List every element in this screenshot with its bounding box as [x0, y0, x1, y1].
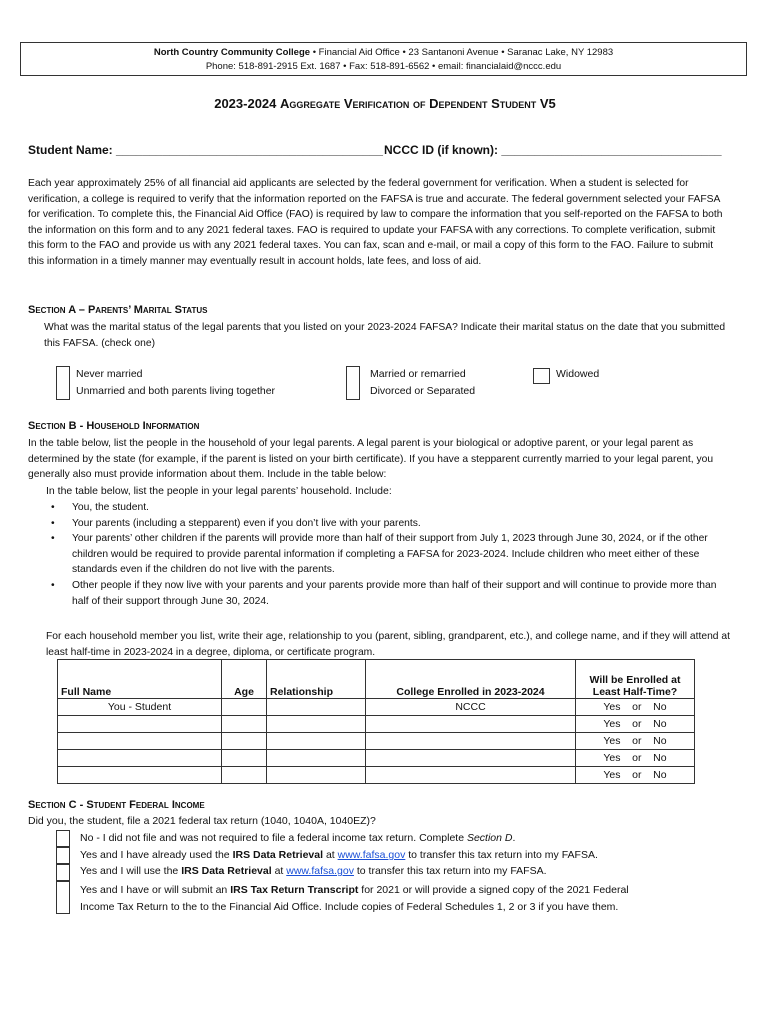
column-header: Will be Enrolled at Least Half-Time?: [576, 660, 695, 699]
section-a-question: What was the marital status of the legal parents that you listed on your 2023-2024 FAFSA? Indicate their marital status on the date that you submitted this FAFSA. (check one): [44, 322, 726, 349]
marital-checkbox-widowed[interactable]: [533, 368, 550, 384]
option-divorced: Divorced or Separated: [370, 385, 476, 397]
fafsa-link[interactable]: www.fafsa.gov: [286, 865, 354, 877]
tax-option-no-file: No - I did not file and was not required to file a federal income tax return. Complete Section D.: [80, 832, 516, 844]
cell-enrolled[interactable]: Yes or No: [576, 699, 695, 716]
college-name: North Country Community College: [153, 47, 311, 58]
table-row: [58, 767, 695, 784]
nccc-id-field[interactable]: NCCC ID (if known): _________________________________: [384, 143, 722, 157]
table-row: [58, 699, 695, 716]
contact-info: Phone: 518-891-2915 Ext. 1687 • Fax: 518-891-6562 • email: financialaid@nccc.edu: [205, 61, 562, 72]
cell-enrolled[interactable]: Yes or No: [576, 733, 695, 750]
list-item: • Other people if they now live with your parents and your parents provide more than half of their support and will continue to provide more than half of their support through June 30, 2024.: [46, 578, 726, 609]
cell-college[interactable]: [366, 767, 576, 784]
section-b-heading: Section B - Household Information: [28, 420, 200, 432]
form-title: 2023-2024 Aggregate Verification of Dependent Student V5: [214, 96, 556, 111]
column-header: Full Name: [58, 660, 222, 699]
section-c-heading: Section C - Student Federal Income: [28, 799, 205, 811]
tax-checkbox-already-used-drt[interactable]: [56, 847, 70, 864]
section-b-paragraph: In the table below, list the people in the household of your legal parents. A legal parent is your biological or adoptive parent, or your legal parent as determined by the state (for example, if the parent is listed on your birth certificate). If you have a stepparent currently married to your legal parent, you generally also must provide information about them. Include in the table below:: [28, 438, 714, 481]
column-header: College Enrolled in 2023-2024: [366, 660, 576, 699]
option-widowed: Widowed: [556, 368, 600, 380]
cell-college[interactable]: [366, 750, 576, 767]
cell-relationship[interactable]: [267, 733, 366, 750]
cell-enrolled[interactable]: Yes or No: [576, 767, 695, 784]
list-item: • You, the student.: [46, 500, 726, 516]
cell-name[interactable]: You - Student: [58, 699, 222, 716]
column-header: Age: [222, 660, 267, 699]
household-table: [57, 659, 695, 784]
cell-age[interactable]: [222, 767, 267, 784]
household-criteria-list: [46, 500, 726, 609]
section-c-question: Did you, the student, file a 2021 federal tax return (1040, 1040A, 1040EZ)?: [28, 815, 376, 827]
option-unmarried-together: Unmarried and both parents living together: [76, 385, 276, 397]
section-a-heading: Section A – Parents’ Marital Status: [28, 304, 208, 316]
tax-checkbox-no-file[interactable]: [56, 830, 70, 847]
tax-option-already-used-drt: Yes and I have already used the IRS Data Retrieval at www.fafsa.gov to transfer this tax return into my FAFSA.: [80, 849, 598, 861]
cell-age[interactable]: [222, 750, 267, 767]
cell-name[interactable]: [58, 750, 222, 767]
list-item: • Your parents’ other children if the parents will provide more than half of their support from July 1, 2023 through June 30, 2024, or if the other children would be required to provide parental information if completing a FAFSA for 2023-2024. Include children who meet either of these standards even if the children do not live with the parents.: [46, 531, 726, 578]
table-intro: For each household member you list, write their age, relationship to you (parent, sibling, grandparent, etc.), and college name, and if they will attend at least half-time in 2023-2024 in a degree, diploma, or certificate program.: [46, 631, 730, 658]
table-row: [58, 716, 695, 733]
cell-age[interactable]: [222, 699, 267, 716]
cell-enrolled[interactable]: Yes or No: [576, 750, 695, 767]
fafsa-link[interactable]: www.fafsa.gov: [337, 849, 406, 861]
list-item: • Your parents (including a stepparent) even if you don’t live with your parents.: [46, 516, 726, 532]
intro-paragraph: Each year approximately 25% of all financial aid applicants are selected by the federal government for verification. When a student is selected for verification, a college is required to verify that the information reported on the FAFSA is true and accurate. The federal government selected your FAFSA for verification. To complete this, the Financial Aid Office (FAO) is required by law to compare the information that you self-reported on the FAFSA to both the information on this form and to any 2021 federal taxes. FAO is required to update your FAFSA with any corrections. To complete verification, submit this form to the FAO and provide us with any 2021 federal taxes. You can fax, scan and e-mail, or mail a copy of this form to the FAO. Failure to submit this information in a timely manner may eventually result in account holds, late fees, and loss of aid.: [28, 178, 723, 267]
table-row: [58, 750, 695, 767]
cell-relationship[interactable]: [267, 750, 366, 767]
tax-checkbox-transcript[interactable]: [56, 881, 70, 914]
cell-relationship[interactable]: [267, 767, 366, 784]
tax-checkbox-will-use-drt[interactable]: [56, 864, 70, 881]
student-name-field[interactable]: Student Name: ________________________________________: [28, 143, 383, 157]
marital-checkbox-never-married[interactable]: [56, 366, 70, 400]
marital-checkbox-married[interactable]: [346, 366, 360, 400]
cell-relationship[interactable]: [267, 699, 366, 716]
cell-age[interactable]: [222, 716, 267, 733]
cell-college[interactable]: [366, 733, 576, 750]
college-header: [20, 42, 747, 76]
cell-name[interactable]: [58, 767, 222, 784]
cell-college[interactable]: [366, 716, 576, 733]
cell-name[interactable]: [58, 733, 222, 750]
column-header: Relationship: [267, 660, 366, 699]
option-married: Married or remarried: [370, 368, 466, 380]
cell-enrolled[interactable]: Yes or No: [576, 716, 695, 733]
table-row: [58, 733, 695, 750]
cell-name[interactable]: [58, 716, 222, 733]
section-b-list-intro: In the table below, list the people in your legal parents’ household. Include:: [46, 485, 392, 497]
option-never-married: Never married: [76, 368, 143, 380]
cell-relationship[interactable]: [267, 716, 366, 733]
cell-age[interactable]: [222, 733, 267, 750]
office-address: • Financial Aid Office • 23 Santanoni Avenue • Saranac Lake, NY 12983: [310, 47, 614, 58]
cell-college[interactable]: NCCC: [366, 699, 576, 716]
tax-option-transcript: Yes and I have or will submit an IRS Tax Return Transcript for 2021 or will provide a signed copy of the 2021 Federal Income Tax Return to the to the Financial Aid Office. Include copies of Federal Schedules 1, 2 or 3 if you have them.: [80, 884, 629, 913]
tax-option-will-use-drt: Yes and I will use the IRS Data Retrieval at www.fafsa.gov to transfer this tax return into my FAFSA.: [80, 865, 547, 877]
